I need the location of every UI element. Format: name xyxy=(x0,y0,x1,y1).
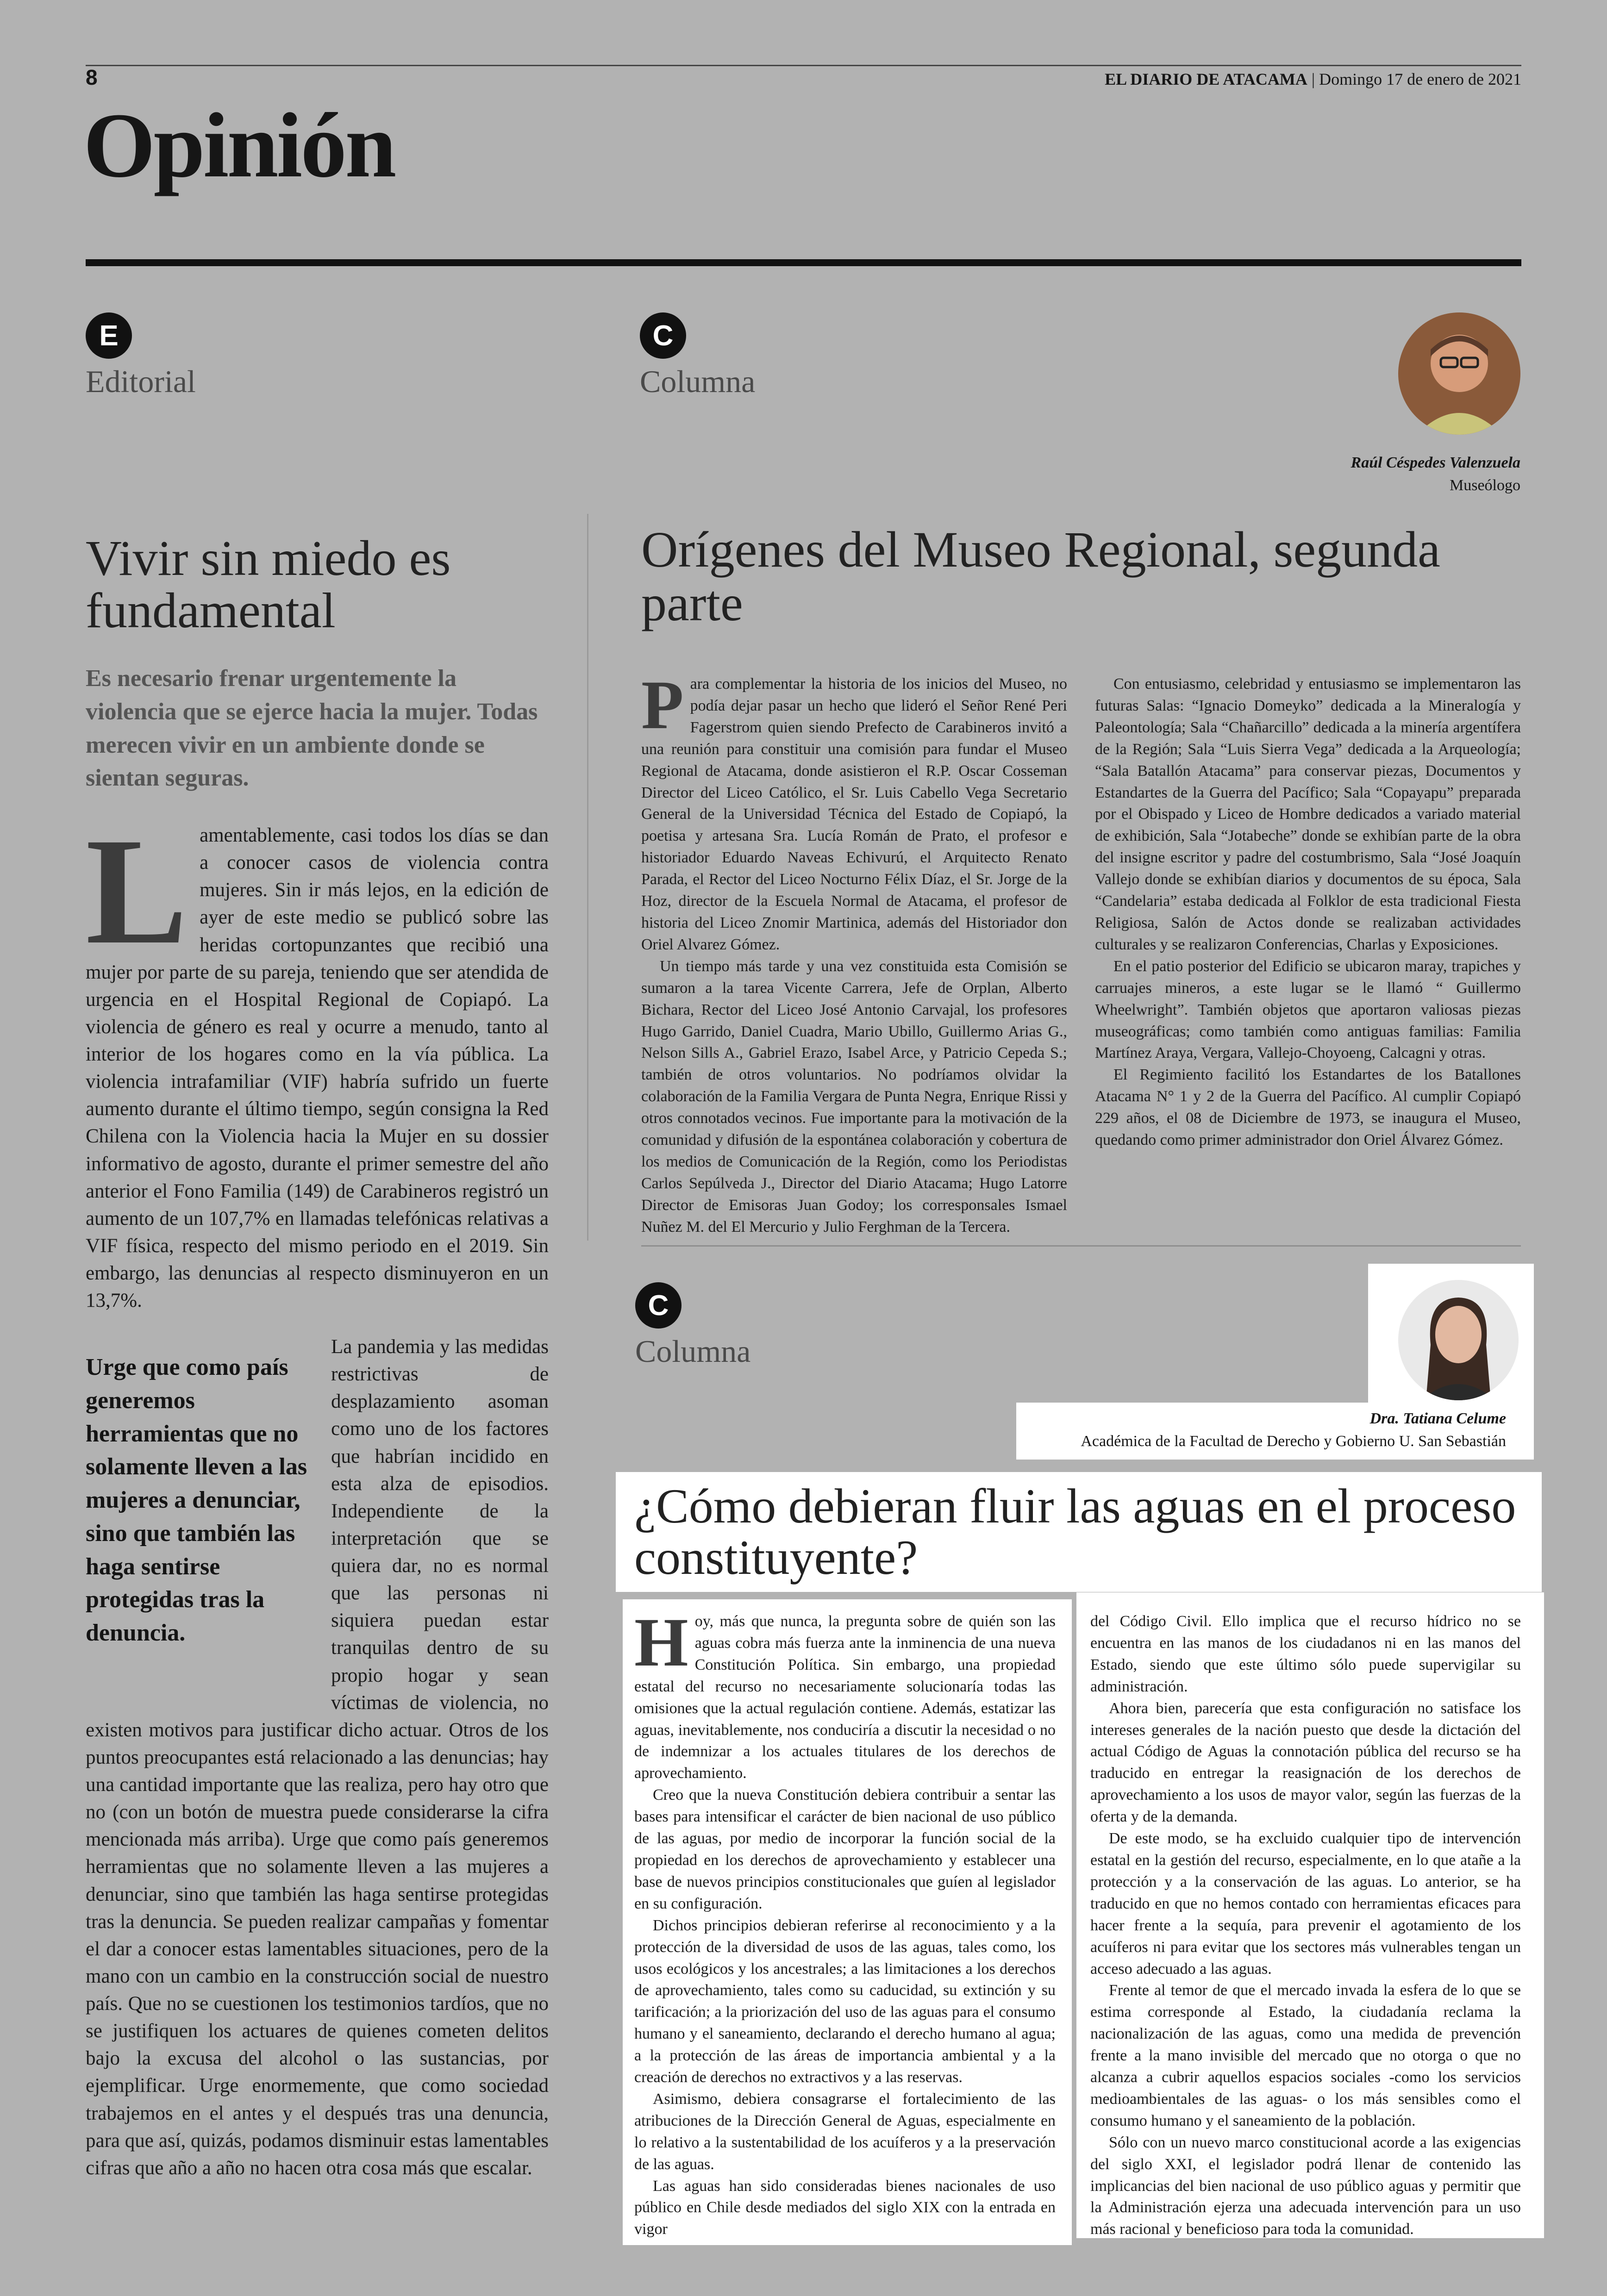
newspaper-name: EL DIARIO DE ATACAMA xyxy=(1105,70,1307,88)
column2-author-name: Dra. Tatiana Celume xyxy=(1369,1410,1506,1427)
column1-text-col2 xyxy=(1095,674,1521,1151)
column1-headline: Orígenes del Museo Regional, segunda parte xyxy=(641,521,1441,631)
column2-paragraph: Ahora bien, parecería que esta configuración no satisface los intereses generales de la nación puesto que desde la dictación del actual Código de Aguas la connotación pública del recurso se ha traducido en entregar la reasignación de los derechos de aprovechamiento a los usos de mayor valor, según las fuerzas de la oferta y de la demanda. xyxy=(1090,1699,1521,1826)
column1-paragraph: En el patio posterior del Edificio se ubicaron maray, trapiches y carruajes mineros, a este lugar se le llamó “ Guillermo Wheelwright”. También objetos que aportaron valiosas piezas museográficas; como también como antiguas familias: Familia Martínez Araya, Vergara, Vallejo-Choyoeng, Calcagni y otras. xyxy=(1095,957,1521,1062)
column1-author xyxy=(1157,451,1520,497)
editorial-body xyxy=(86,807,549,1314)
page-number: 8 xyxy=(86,65,98,89)
column2-paragraph: oy, más que nunca, la pregunta sobre de quién son las aguas cobra más fuerza ante la inminencia de una nueva Constitución Política. Sin embargo, una propiedad estatal del recurso no necesariamente solucionaría todas las omisiones que la actual regulación contiene. Además, estatizar las aguas, inevitablemente, nos conduciría a discutir la necesidad o no de indemnizar a los actuales titulares de los derechos de aprovechamiento. xyxy=(634,1613,1056,1782)
editorial-body-continued xyxy=(86,1333,549,2182)
column1-badge: C xyxy=(640,312,686,359)
author-photo-raul xyxy=(1398,312,1520,435)
column1-author-name: Raúl Céspedes Valenzuela xyxy=(1351,454,1520,471)
column1-author-role: Museólogo xyxy=(1450,477,1520,494)
column2-author xyxy=(1016,1403,1534,1460)
editorial-dropcap: L xyxy=(86,807,188,976)
section-rule xyxy=(86,259,1521,266)
column1-paragraph: El Regimiento facilitó los Estandartes de los Batallones Atacama N° 1 y 2 de la Guerra del Pacífico. Al cumplir Copiapó 229 años, el 08 de Diciembre de 1973, se inaugura el Museo, quedando como primer administrador don Oriel Álvarez Gómez. xyxy=(1095,1066,1521,1149)
issue-date: Domingo 17 de enero de 2021 xyxy=(1319,70,1521,88)
column2-dropcap: H xyxy=(634,1604,688,1681)
column2-paragraph: Frente al temor de que el mercado invada la esfera de lo que se estima corresponde al Estado, la ciudadanía reclama la nacionalización de las aguas, como una medida de prevención frente a la mano invisible del mercado que no otorga o que no alcanza a cubrir aquellos espacios sociales -como los servicios medioambientales de las aguas- o los más sensibles como el consumo humano y el saneamiento de la población. xyxy=(1090,1982,1521,2129)
column2-headline: ¿Cómo debieran fluir las aguas en el proceso constituyente? xyxy=(616,1472,1542,1592)
portrait-icon xyxy=(1398,1280,1519,1400)
column2-paragraph: Dichos principios debieran referirse al reconocimiento y a la protección de la diversidad de usos de las aguas, tales como, los usos ecológicos y los ancestrales; a las limitaciones a los derechos de aprovechamiento, tales como su caducidad, su extinción y su tarificación; a la priorización del uso de las aguas para el consumo humano y el saneamiento, declarando el derecho humano al agua; a la protección de las áreas de importancia ambiental y a la creación de derechos no extractivos y a las reservas. xyxy=(634,1916,1056,2086)
column2-paragraph: De este modo, se ha excluido cualquier tipo de intervención estatal en la gestión del recurso, especialmente, en lo que atañe a la protección y a la conservación de las aguas. Lo anterior, se ha traducido en que no hemos contado con herramientas eficaces para hacer frente a la sequía, para prevenir el agotamiento de los acuíferos ni para evitar que los sectores más vulnerables tengan un acceso adecuado a las aguas. xyxy=(1090,1830,1521,1978)
section-title: Opinión xyxy=(83,94,395,197)
editorial-paragraph-1: amentablemente, casi todos los días se dan a conocer casos de violencia contra mujeres. Sin ir más lejos, en la edición de ayer de este medio se publicó sobre las heridas cortopunzantes que recibió una mujer por parte de su pareja, teniendo que ser atendida de urgencia en el Hospital Regional de Copiapó. La violencia de género es real y ocurre a menudo, tanto al interior de los hogares como en la vía pública. La violencia intrafamiliar (VIF) habría sufrido un fuerte aumento durante el último tiempo, según consigna la Red Chilena con la Violencia hacia la Mujer en su dossier informativo de agosto, durante el primer semestre del año anterior el Fono Familia (149) de Carabineros registró un aumento de un 107,7% en llamadas telefónicas relativas a VIF física, respecto del mismo periodo en el 2019. Sin embargo, las denuncias al respecto disminuyeron en un 13,7%. xyxy=(86,824,549,1312)
column2-paragraph: Asimismo, debiera consagrarse el fortalecimiento de las atribuciones de la Dirección General de Aguas, especialmente en lo relativo a la sustentabilidad de los acuíferos y a la preservación de las aguas. xyxy=(634,2090,1056,2173)
column1-bottom-rule xyxy=(641,1245,1521,1247)
top-rule xyxy=(86,65,1521,66)
column1-paragraph: ara complementar la historia de los inicios del Museo, no podía dejar pasar un hecho que lideró el Señor René Peri Fagerstrom quien siendo Prefecto de Carabineros invitó a una reunión para constituir una comisión para fundar el Museo Regional de Atacama, donde asistieron el R.P. Oscar Cosseman Director del Liceo Católico, el Sr. Luis Cabello Vega Secretario General de la Universidad Técnica del Estado de Copiapó, la poetisa y artesana Sra. Lucía Román de Prato, el profesor e historiador Eduardo Naveas Echivurú, el Arquitecto Renato Parada, el Rector del Liceo Nocturno Félix Díaz, el Sr. Jorge de la Hoz, director de la Escuela Normal de Atacama, el profesor de historia del Liceo Znomir Martinica, además del Historiador don Oriel Alvarez Gómez. xyxy=(641,675,1067,953)
column2-text-col2 xyxy=(1076,1592,1544,2238)
editorial-badge: E xyxy=(86,312,132,359)
column1-kicker: Columna xyxy=(640,364,756,399)
column2-paragraph: del Código Civil. Ello implica que el recurso hídrico no se encuentra en las manos de los ciudadanos ni en las manos del Estado, siendo que este último sólo puede supervigilar su administración. xyxy=(1090,1613,1521,1695)
column2-kicker: Columna xyxy=(635,1334,751,1369)
editorial-pullquote: Urge que como país generemos herramientas que no solamente lleven a las mujeres a denunciar, sino que también las haga sentirse protegidas tras la denuncia. xyxy=(86,1354,307,1646)
pullquote-spacer xyxy=(86,1333,331,1713)
column1-text-col1 xyxy=(641,667,1067,1238)
portrait-icon xyxy=(1398,312,1520,435)
editorial-headline: Vivir sin miedo es fundamental xyxy=(86,531,451,639)
column2-text-col1 xyxy=(623,1599,1072,2245)
column2-paragraph: Creo que la nueva Constitución debiera contribuir a sentar las bases para intensificar el carácter de bien nacional de uso público de las aguas, por medio de incorporar la función social de la propiedad en los derechos de aprovechamiento y establecer una base de nuevos principios constitucionales que guíen al legislador en su configuración. xyxy=(634,1786,1056,1912)
column2-paragraph: Las aguas han sido consideradas bienes nacionales de uso público en Chile desde mediados del siglo XIX con la entrada en vigor xyxy=(634,2177,1056,2238)
column-divider xyxy=(587,514,588,1241)
column1-paragraph: Con entusiasmo, celebridad y entusiasmo se implementaron las futuras Salas: “Ignacio Domeyko” dedicada a la Mineralogía y Paleontología; Sala “Chañarcillo” dedicada a la minería argentífera de la Región; Sala “Luis Sierra Vega” dedicada a la Arqueología; “Sala Batallón Atacama” para conservar piezas, Documentos y Estandartes de la Guerra del Pacífico; Sala “Copayapu” preparada por el Obispado y Liceo de Hombre dedicados a variado material de exhibición, Sala “Jotabeche” donde se exhibían parte de la obra del insigne escritor y padre del costumbrismo, Sala “José Joaquín Vallejo donde se exhibían diarios y documentos de su época, Sala “Candelaria” estaba dedicada al Folklor de esta tradicional Fiesta Religiosa, Salón de Actos donde se realizaban actividades culturales y se realizaron Conferencias, Charlas y Exposiciones. xyxy=(1095,675,1521,953)
editorial-paragraph-2: La pandemia y las medidas restrictivas de desplazamiento asoman como uno de los factores que habrían incidido en esta alza de episodios. Independiente de la interpretación que se quiera dar, no es normal que las personas ni siquiera puedan estar tranquilas dentro de su propio hogar y sean víctimas de violencia, no existen motivos para justificar dicho actuar. Otros de los puntos preocupantes está relacionado a las denuncias; hay una cantidad importante que las realiza, pero hay otro que no (con un botón de muestra puede considerarse la cifra mencionada más arriba). Urge que como país generemos herramientas que no solamente lleven a las mujeres a denunciar, sino que también las haga sentirse protegidas tras la denuncia. Se pueden realizar campañas y fomentar el dar a conocer estas lamentables situaciones, pero de la mano con un cambio en la construcción social de nuestro país. Que no se cuestionen los testimonios tardíos, que no se justifiquen los actuares de quienes cometen delitos bajo la excusa del alcohol o las sustancias, por ejemplificar. Urge enormemente, que como sociedad trabajemos en el antes y el después tras una denuncia, para que así, quizás, podamos disminuir estas lamentables cifras que año a año no hacen otra cosa más que escalar. xyxy=(86,1336,549,2179)
column2-paragraph: Sólo con un nuevo marco constitucional acorde a las exigencias del siglo XXI, el legislador podrá llenar de contenido las implicancias del bien nacional de uso público aguas y permitir que la Administración ejerza una adecuada intervención para un uso más racional y beneficioso para toda la comunidad. xyxy=(1090,2134,1521,2238)
column2-badge: C xyxy=(635,1282,682,1329)
author-photo-tatiana xyxy=(1398,1280,1519,1400)
column2-author-role: Académica de la Facultad de Derecho y Gobierno U. San Sebastián xyxy=(1081,1433,1506,1450)
editorial-lead: Es necesario frenar urgentemente la violencia que se ejerce hacia la mujer. Todas merecen vivir en un ambiente donde se sientan seguras. xyxy=(86,665,538,792)
column1-dropcap: P xyxy=(641,667,684,743)
column1-paragraph: Un tiempo más tarde y una vez constituida esta Comisión se sumaron a la tarea Vicente Carrera, Jefe de Orplan, Alberto Bichara, Rector del Liceo José Antonio Carvajal, los profesores Hugo Garrido, Daniel Cuadra, Mario Ubillo, Guillermo Arias G., Nelson Sills A., Gabriel Erazo, Isabel Arce, y Patricio Cepeda S.; también de otros voluntarios. No podríamos olvidar la colaboración de la Familia Vergara de Punta Negra, Enrique Rissi y otros connotados vecinos. Fue importante para la motivación de la comunidad y difusión de la espontánea colaboración y cobertura de los medios de Comunicación de la Región, como los Periodistas Carlos Sepúlveda J., Director del Diario Atacama; Hugo Latorre Director de Emisoras Juan Godoy; los corresponsales Ismael Nuñez M. del El Mercurio y Julio Ferghman de la Tercera. xyxy=(641,957,1067,1235)
editorial-kicker: Editorial xyxy=(86,364,196,399)
masthead: EL DIARIO DE ATACAMA | Domingo 17 de enero de 2021 xyxy=(1105,70,1521,88)
